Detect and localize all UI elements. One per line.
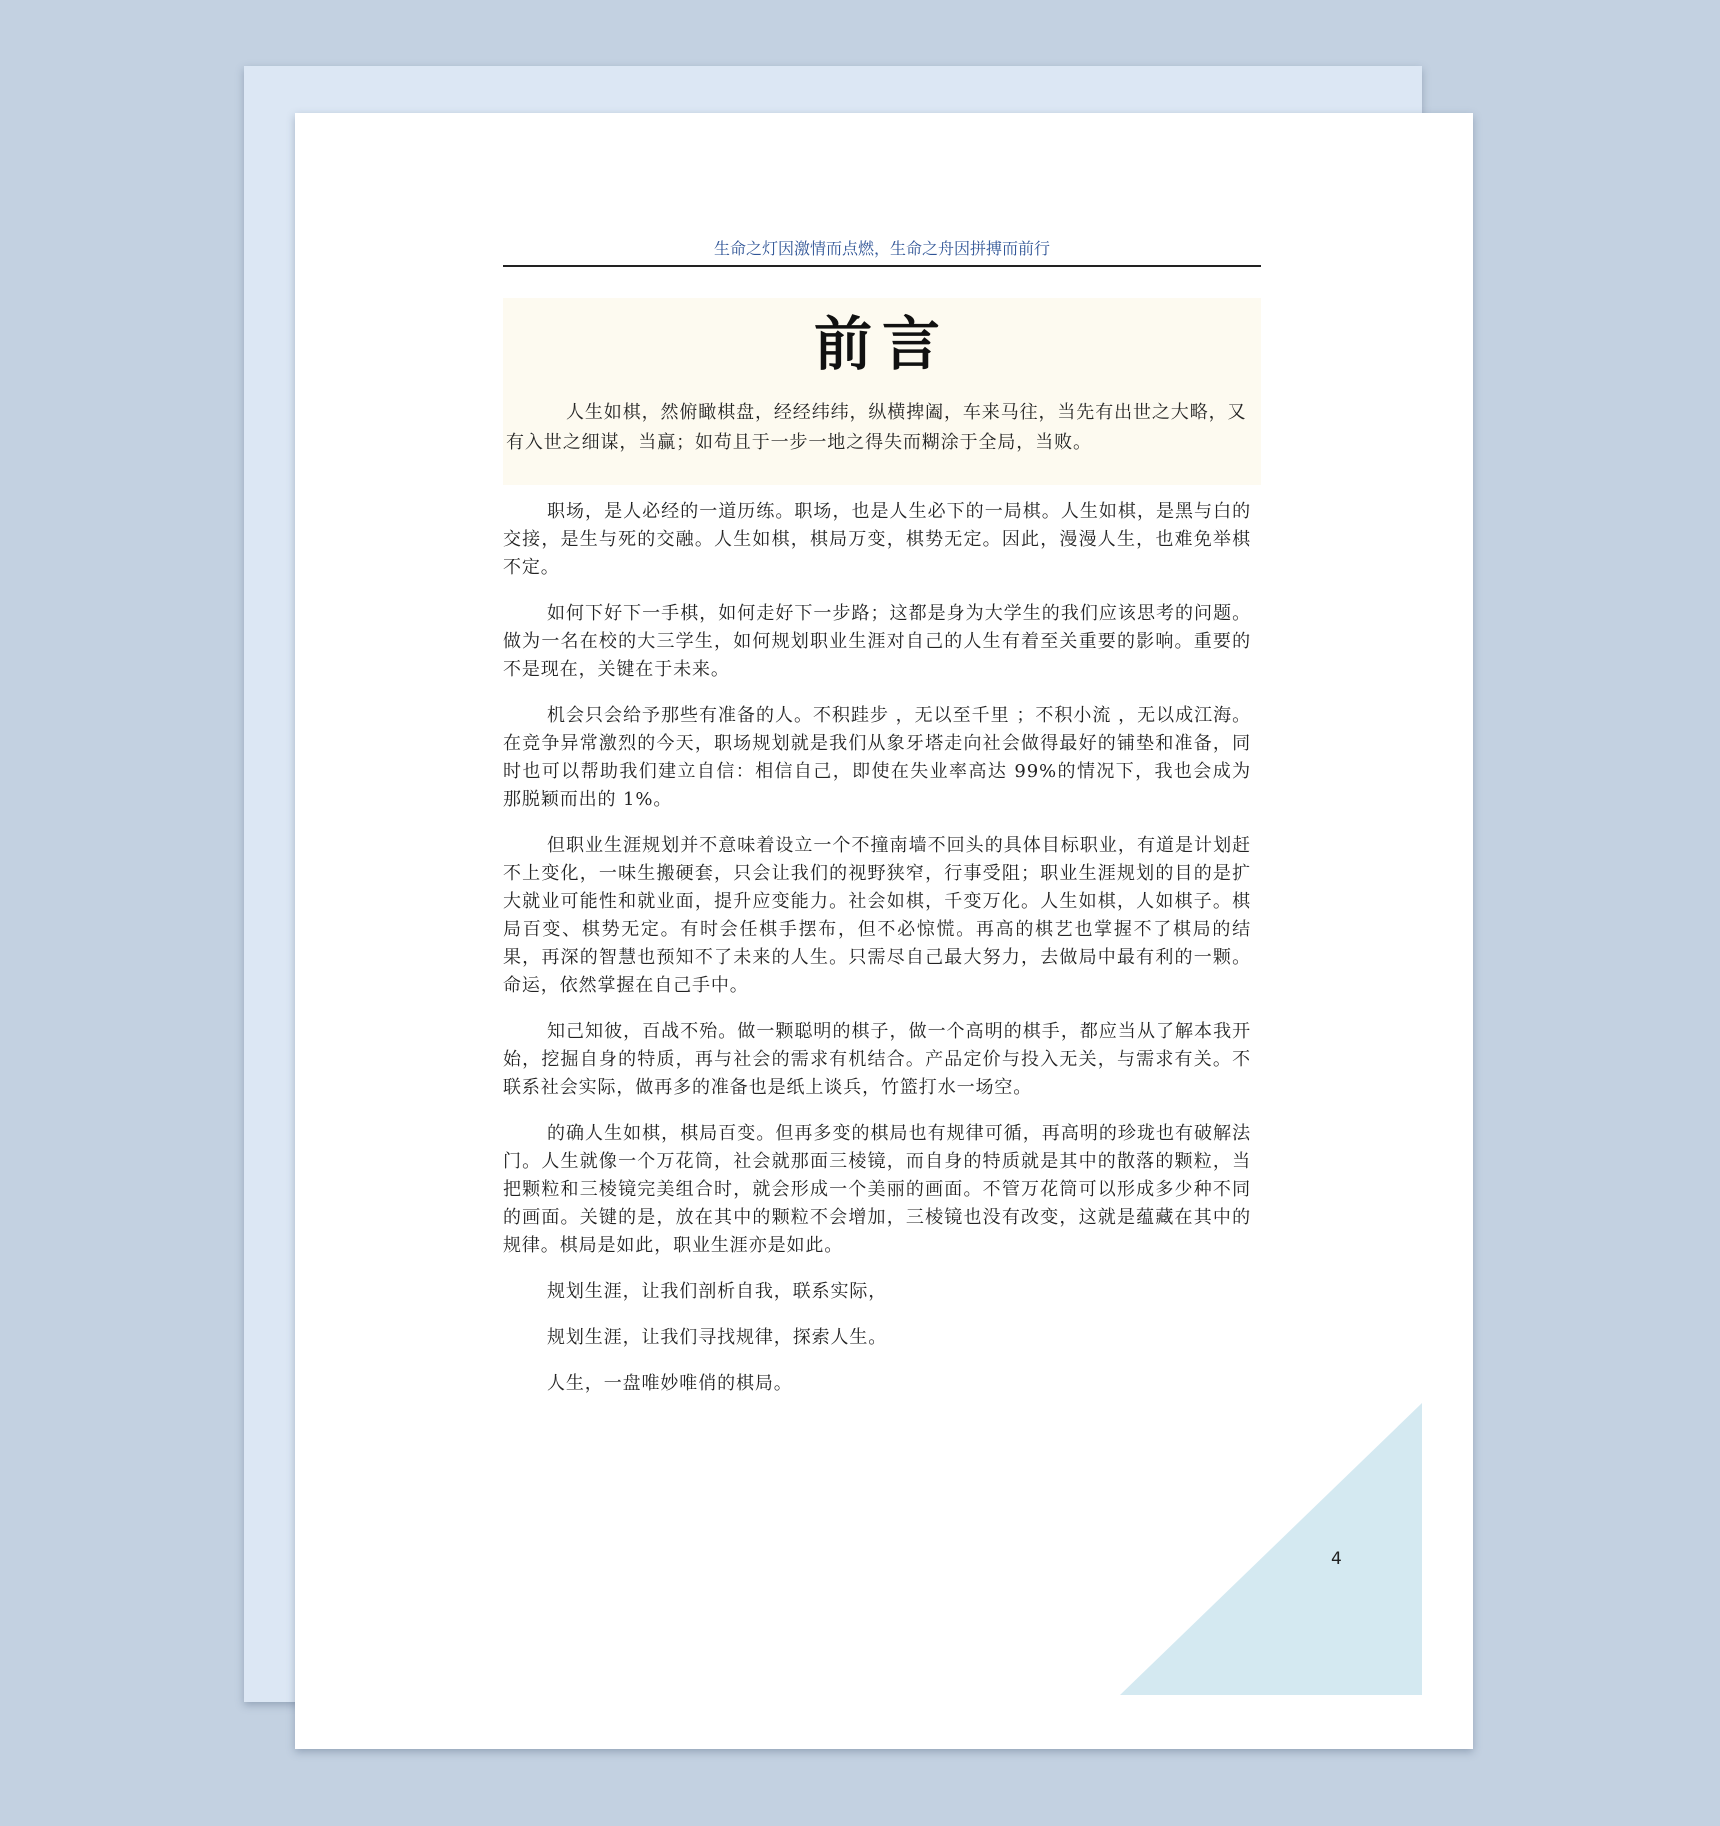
page-number: 4 [1331,1549,1342,1569]
paragraph: 规划生涯，让我们寻找规律，探索人生。 [547,1327,888,1348]
paragraph: 的确人生如棋，棋局百变。但再多变的棋局也有规律可循，再高明的珍珑也有破解法门。人生就像一个万花筒，社会就那面三棱镜，而自身的特质就是其中的散落的颗粒，当把颗粒和三棱镜完美组合时，就会形成一个美丽的画面。不管万花筒可以形成多少种不同的画面。关键的是，放在其中的颗粒不会增加，三棱镜也没有改变，这就是蕴藏在其中的规律。棋局是如此，职业生涯亦是如此。 [503,1123,1251,1256]
preface-section [503,298,1261,485]
paragraph: 知己知彼，百战不殆。做一颗聪明的棋子，做一个高明的棋手，都应当从了解本我开始，挖掘自身的特质，再与社会的需求有机结合。产品定价与投入无关，与需求有关。不联系社会实际，做再多的准备也是纸上谈兵，竹篮打水一场空。 [503,1021,1251,1098]
paragraph: 如何下好下一手棋，如何走好下一步路；这都是身为大学生的我们应该思考的问题。做为一名在校的大三学生，如何规划职业生涯对自己的人生有着至关重要的影响。重要的不是现在，关键在于未来。 [503,603,1251,680]
page-header: 生命之灯因激情而点燃，生命之舟因拼搏而前行 [713,239,1050,258]
intro-paragraph: 人生如棋，然俯瞰棋盘，经经纬纬，纵横捭阖，车来马往，当先有出世之大略，又有入世之细谋，当赢；如苟且于一步一地之得失而糊涂于全局，当败。 [506,402,1247,453]
page-title: 前言 [813,310,950,378]
paragraph: 规划生涯，让我们剖析自我，联系实际， [547,1281,888,1302]
paragraph: 人生，一盘唯妙唯俏的棋局。 [547,1373,793,1394]
paragraph: 但职业生涯规划并不意味着设立一个不撞南墙不回头的具体目标职业，有道是计划赶不上变化，一味生搬硬套，只会让我们的视野狭窄，行事受阻；职业生涯规划的目的是扩大就业可能性和就业面，提升应变能力。社会如棋，千变万化。人生如棋，人如棋子。棋局百变、棋势无定。有时会任棋手摆布，但不必惊慌。再高的棋艺也掌握不了棋局的结果，再深的智慧也预知不了未来的人生。只需尽自己最大努力，去做局中最有利的一颗。命运，依然掌握在自己手中。 [503,835,1251,996]
document-page [295,113,1473,1749]
paragraph: 职场，是人必经的一道历练。职场，也是人生必下的一局棋。人生如棋，是黑与白的交接，是生与死的交融。人生如棋，棋局万变，棋势无定。因此，漫漫人生，也难免举棋不定。 [503,501,1251,578]
header-divider [503,265,1261,267]
paragraph: 机会只会给予那些有准备的人。不积跬步 ，无以至千里 ；不积小流 ，无以成江海。在竞争异常激烈的今天，职场规划就是我们从象牙塔走向社会做得最好的铺垫和准备，同时也可以帮助我们建立自信：相信自己，即使在失业率高达 99%的情况下，我也会成为那脱颖而出的 1%。 [503,705,1251,810]
body-text [503,498,1251,1416]
corner-decoration [1120,1403,1422,1695]
